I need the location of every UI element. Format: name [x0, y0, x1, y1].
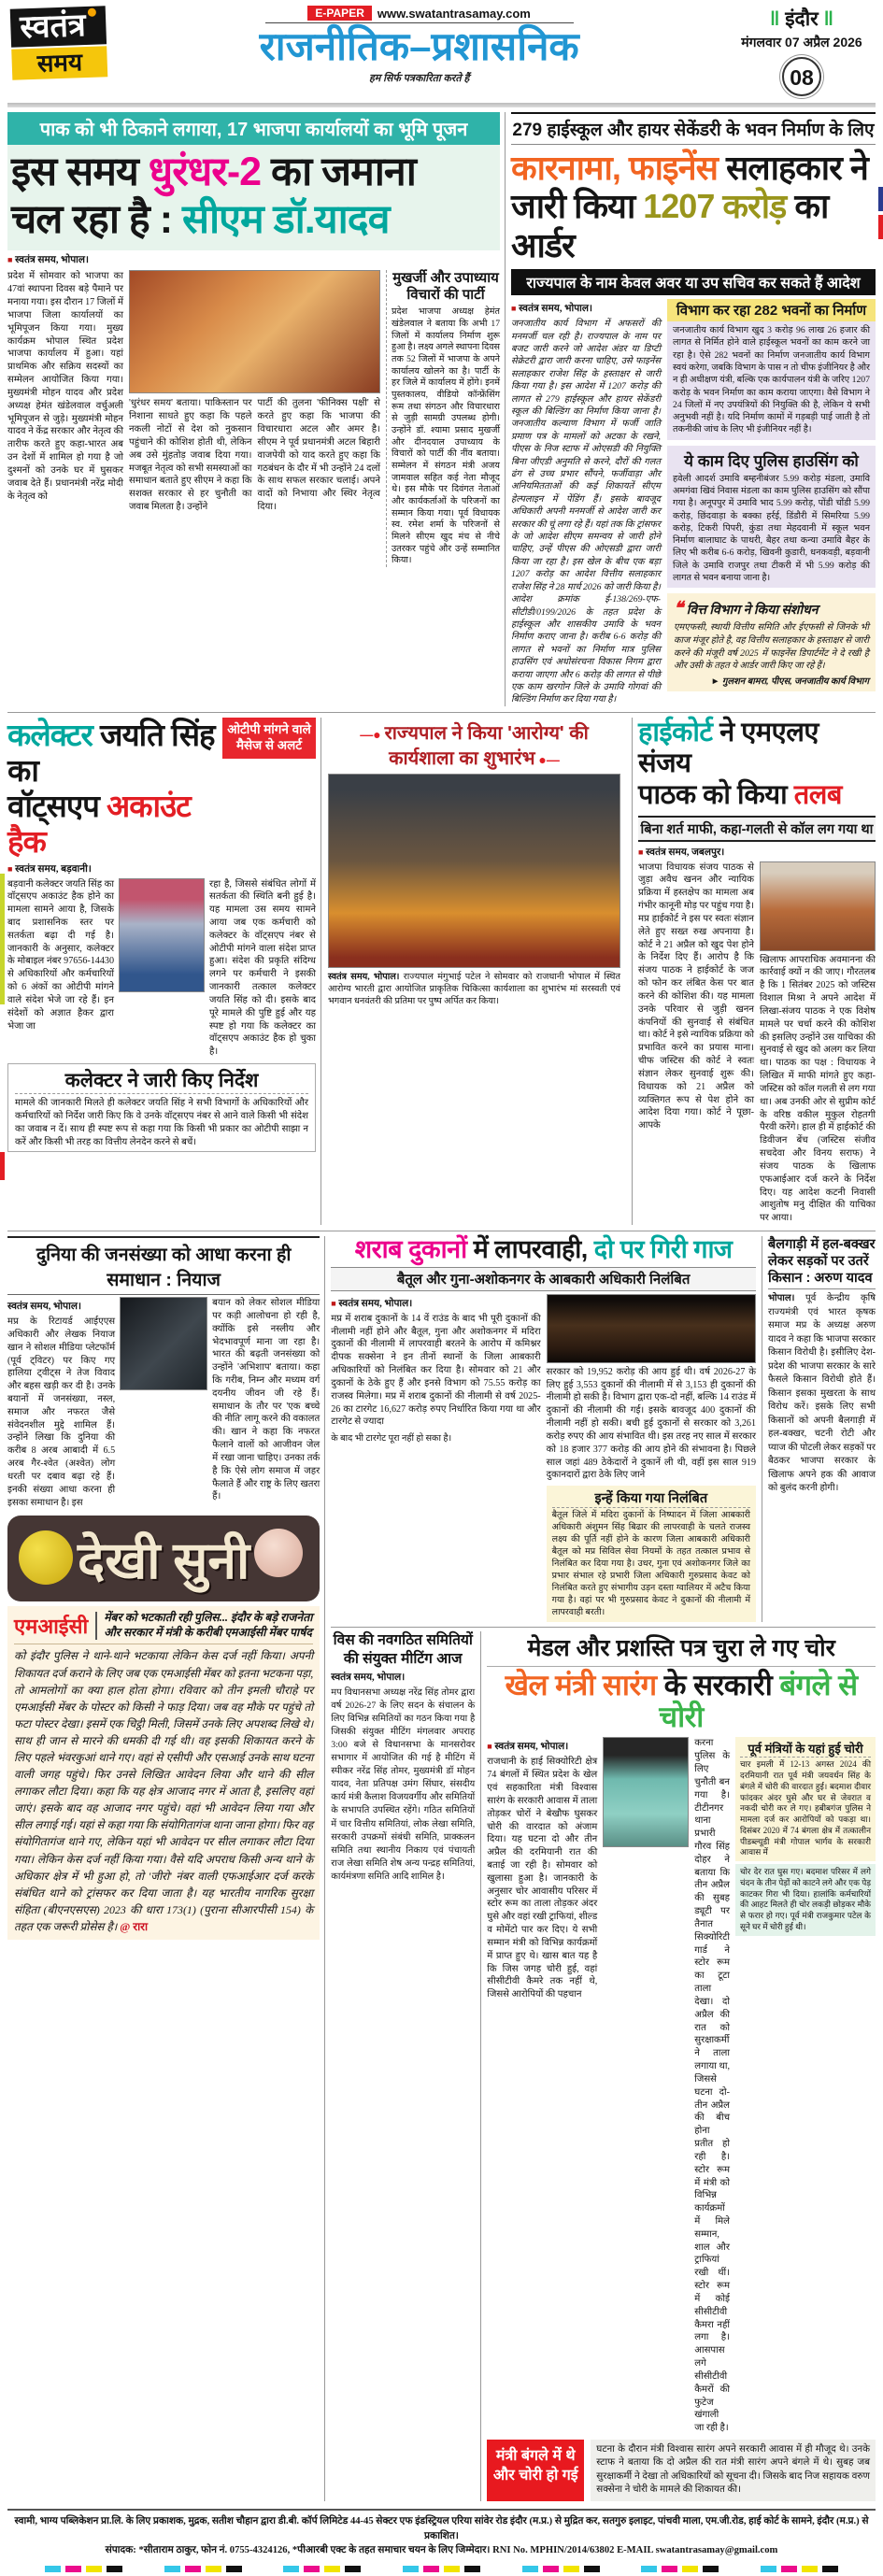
column-dekhi-suni [7, 1516, 320, 1940]
headline: खेल मंत्री सारंग के सरकारी बंगले से चोरी [505, 1669, 858, 1734]
mic-label: एमआईसी [14, 1612, 97, 1640]
body-column: 'धुरंधर समय' बताया। पाकिस्तान पर निशाना साधते हुए कहा कि पहले नकली नोटों से देश को नुकसान पहुंचाने की कोशिश होती थी, लेकिन अब उसे मुंहतोड़ जवाब दिया गया। मजबूत नेतृत्व को सभी समस्याओं का समाधान बताते हुए सीएम ने कहा कि सशक्त सरकार से हर चुनौती का जवाब मिलता है। उन्होंने [129, 398, 252, 513]
infobox-title: पूर्व मंत्रियों के यहां हुई चोरी [740, 1740, 871, 1758]
quote-icon: ❝ [674, 599, 684, 619]
body-tail: के बाद भी टारगेट पूरा नहीं हो सका है। [331, 1433, 452, 1445]
article-minister-bungalow-theft [480, 1631, 876, 2501]
page-number: 08 [782, 57, 821, 96]
byline: स्वतंत्र समय, भोपाल। [331, 1672, 406, 1683]
body-column: खिलाफ आपराधिक अवमानना की कार्रवाई क्यों न की जाए। गौरतलब है कि 1 सितंबर 2025 को जस्टिस विशाल मिश्रा ने अपने आदेश में लिखा-संजय पाठक ने एक विशेष मामले पर चर्चा करने की कोशिश की इसलिए उन्होंने उस याचिका की सुनवाई से खुद को अलग कर लिया था। पाठक का पक्ष : विधायक ने लिखित में माफी मांगते हुए कहा-जस्टिस को कॉल गलती से लग गया था। अब उनकी ओर से सुप्रीम कोर्ट के वरिष्ठ वकील मुकुल रोहतगी पैरवी करेंगे। हाल ही में हाईकोर्ट की डिवीजन बेंच (जस्टिस संजीव सचदेवा और विनय सराफ) ने संजय पाठक के खिलाफ एफआईआर दर्ज करने के निर्देश दिए। यह आदेश कटनी निवासी आशुतोष मनु दीक्षित की याचिका पर आया। [760, 954, 876, 1224]
infobox-suspended-officers [547, 1486, 756, 1622]
body-column: रहा है, जिससे संबंधित लोगों में सतर्कता की स्थिति बनी हुई है। यह मामला उस समय सामने आया जब एक कर्मचारी को कलेक्टर के वॉट्सएप नंबर से ओटीपी मांगने वाला संदेश प्राप्त हुआ। संदेश की प्रकृति संदिग्ध लगने पर कर्मचारी ने इसकी जानकारी तत्काल कलेक्टर जयति सिंह को दी। इसके बाद पूरे मामले की पुष्टि हुई और यह स्पष्ट हो गया कि कलेक्टर का वॉट्सएप अकाउंट हैक हो चुका है। [209, 878, 316, 1058]
epaper-badge: E-PAPER [307, 6, 371, 21]
mic-body: को इंदौर पुलिस ने थाने-थाने भटकाया लेकिन केस दर्ज नहीं किया। अपनी शिकायत दर्ज कराने के लिए जब एक एमआईसी मेंबर को इतना भटकना पड़ा, तो आमलोगों का क्या हाल होता होगा। रविवार को तीन इमली चौराहे पर एमआईसी मेंबर के पोस्टर को किसी ने फाड़ दिया। जब वह मौके पर पहुंचे तो फटा पोस्टर देखा। इसमें एक चिट्ठी मिली, जिसमें उनके लिए अपशब्द लिखे थे। साथ ही जान से मारने की धमकी दी गई थी। वह इसकी शिकायत करने के लिए पहले भंवरकुआं थाने गए। वहां से एसीपी और एसआई उनके साथ घटना वाली जगह पहुंचे। फिर उनसे लिखित आवेदन लिया और थाने की सील लगाकर लौटा दिया। कहा कि यह क्षेत्र आजाद नगर में आता है, इसलिए वहां जाएं। इसके बाद वह आजाद नगर पहुंचे। वहां भी आवेदन लिया गया और सील लगाई गई। यहां से कहा गया कि संयोगितागंज थाना जाना होगा। फिर वह संयोगितागंज थाने गए, लेकिन यहां भी आवेदन पर सील लगाकर लौटा दिया गया। लेकिन केस दर्ज नहीं किया गया। वैसे यदि अपराध किसी अन्य थाने के अधिकार क्षेत्र में भी हुआ हो, तो 'जीरो' नंबर वाली एफआईआर दर्ज करके संबंधित थाने को ट्रांसफर कर दिया जाता है। यह भारतीय नागरिक सुरक्षा संहिता (बीएनएसएस) 2023 की धारा 173(1) (पुराना सीआरपीसी 154) के तहत एक जरूरी प्रोसेस है। @ रारा [14, 1649, 314, 1933]
liquor-bottles-photo [547, 1294, 756, 1363]
body-column: भोपाल। पूर्व केन्द्रीय कृषि राज्यमंत्री एवं भारत कृषक समाज मप्र के अध्यक्ष अरुण यादव ने कहा कि भाजपा सरकार किसान विरोधी है। इसीलिए देश-प्रदेश की भाजपा सरकार के सारे फैसले किसान विरोधी होते हैं। किसान इसका मुखरता के साथ विरोध करें। इसके लिए सभी किसानों को अपनी बैलगाड़ी में हल-बक्खर, चटनी रोटी और प्याज की पोटली लेकर सड़कों पर बैठकर भाजपा सरकार के खिलाफ अपने हक की आवाज को बुलंद करनी होगी। [768, 1293, 876, 1494]
print-color-strip [0, 874, 5, 1004]
headline: शराब दुकानों में लापरवाही, दो पर गिरी गाज [354, 1235, 733, 1264]
website-url: www.swatantrasamay.com [377, 6, 531, 21]
sub-article-mukherjee [386, 270, 500, 566]
red-square-bullet: ■ [7, 255, 13, 265]
article-assembly-committees [331, 1631, 475, 2501]
infobox-282-buildings [667, 299, 876, 440]
body-column: राजधानी के हाई सिक्योरिटी क्षेत्र 74 बंगलों में स्थित प्रदेश के खेल एवं सहकारिता मंत्री विश्वास सारंग के सरकारी आवास में ताला तोड़कर चोरों ने बेखौफ घुसकर चोरी की वारदात को अंजाम दिया। यह घटना दो और तीन अप्रैल की दरमियानी रात की बताई जा रही है। सोमवार को खुलासा हुआ है। जानकारी के अनुसार चोर आवासीय परिसर में स्टोर रूम का ताला तोड़कर अंदर घुसे और वहां रखी ट्राफियां, शील्ड व मोमेंटो पार कर दिए। ये सभी सम्मान मंत्री को विभिन्न कार्यक्रमों में प्राप्त हुए थे। खास बात यह है कि जिस जगह चोरी हुई, वहां सीसीटीवी कैमरे तक नहीं थे, जिससे आरोपियों की पहचान [487, 1757, 598, 2000]
sub-body: प्रदेश भाजपा अध्यक्ष हेमंत खंडेलवाल ने बताया कि अभी 17 जिलों में कार्यालय निर्माण शुरू हुआ है। लक्ष्य अगले स्थापना दिवस तक 52 जिलों में भाजपा के अपने कार्यालय खोलने का है। पार्टी के हर जिले में कार्यालय में होंगे। इनमें पुस्तकालय, वीडियो कॉन्फ्रेंसिंग रूम तथा संगठन और विचारधारा से जुड़ी सामग्री उपलब्ध होगी। उन्होंने डॉ. श्यामा प्रसाद मुखर्जी और दीनदयाल उपाध्याय के विचारों को पार्टी की नींव बताया। सम्मेलन में संगठन मंत्री अजय जामवाल सहित कई नेता मौजूद थे। इस मौके पर दिवंगत नेताओं और कार्यकर्ताओं के परिजनों का सम्मान किया गया। पूर्व विधायक स्व. रमेश शर्मा के परिजनों से मिलने सीएम खुद मंच से नीचे उतरकर पहुंचे और उन्हें सम्मानित किया। [392, 306, 501, 566]
red-square-bullet: ■ [331, 1298, 336, 1308]
article-governor-workshop [320, 718, 627, 1225]
body-column: प्रदेश में सोमवार को भाजपा का 47वां स्थापना दिवस बड़े पैमाने पर मनाया गया। इस दौरान 17 जिलों में भाजपा जिला कार्यालयों का भूमिपूजन किया गया। मुख्य कार्यक्रम भोपाल स्थित प्रदेश भाजपा कार्यालय में हुआ। यहां प्राथमिक और सक्रिय सदस्यों का सम्मेलन आयोजित किया गया। मुख्यमंत्री मोहन यादव और प्रदेश अध्यक्ष हेमंत खंडेलवाल वर्चुअली भूमिपूजन से जुड़े। मुख्यमंत्री मोहन यादव ने केंद्र सरकार और नेतृत्व की तारीफ करते हुए कहा-भारत अब उन देशों में शामिल हो गया है जो दुश्मनों को उनके घर में घुसकर जवाब देते हैं। प्रधानमंत्री नरेंद्र मोदी के नेतृत्व को [7, 271, 123, 502]
red-square-bullet: ■ [7, 863, 13, 874]
byline: ■ स्वतंत्र समय, भोपाल। [331, 1298, 413, 1309]
byline: ■ स्वतंत्र समय, भोपाल। [487, 1742, 569, 1753]
quote-title: वित्त विभाग ने किया संशोधन [686, 604, 819, 619]
infobox-collector-directive [7, 1063, 316, 1152]
body-column: मप्र में शराब दुकानों के 14 वें राउंड के बाद भी पूरी दुकानों की नीलामी नहीं होने और बैतूल, गुना और अशोकनगर में मदिरा दुकानों की नीलामी में लापरवाही बरतने के आरोप में कमिश्नर दीपक सक्सेना ने इन तीनों स्थानों के जिला आबकारी अधिकारियों को निलंबित कर दिया है। सोमवार को 21 और दुकानों के ठेके हुए हैं और इनसे विभाग को 75.55 करोड़ का राजस्व मिलेगा। मप्र में शराब दुकानों की नीलामी से वर्ष 2025-26 का टारगेट 16,627 करोड़ रुपए निर्धारित किया गया था और टारगेट से ज्यादा [331, 1313, 541, 1428]
article-collector-whatsapp [7, 718, 316, 1225]
infobox-police-housing [667, 446, 876, 589]
imprint-footer [7, 2509, 876, 2576]
logo-bottom: समय [11, 47, 107, 80]
red-dot-icon: —● [360, 726, 385, 742]
red-square-bullet: ■ [487, 1742, 492, 1752]
red-dot-icon: ●— [534, 751, 560, 767]
sub-headline: बैतूल और गुना-अशोकनगर के आबकारी अधिकारी निलंबित [331, 1267, 756, 1291]
masthead [7, 4, 876, 101]
mic-item [7, 1606, 320, 1940]
headline: बैलगाड़ी में हल-बक्खर लेकर सड़कों पर उतरें किसान : अरुण यादव [768, 1236, 876, 1289]
article-farmers-arun-yadav [762, 1236, 876, 1622]
byline: ■ स्वतंत्र समय, जबलपुर। [638, 847, 725, 858]
niyaz-khan-photo [120, 1297, 207, 1390]
quote-attribution: ► गुलशन बामरा, पीएस, जनजातीय कार्य विभाग [710, 676, 869, 688]
author-sign: @ रारा [120, 1919, 149, 1933]
infobox-title: विभाग कर रहा 282 भवनों का निर्माण [667, 299, 876, 321]
dekhi-suni-banner: देखी सुनी [7, 1516, 320, 1601]
body-column: करना पुलिस के लिए चुनौती बन गया है। टीटीनगर थाना प्रभारी गौरव सिंह दोहर ने बताया कि तीन अप्रैल की सुबह ड्यूटी पर तैनात सिक्योरिटी गार्ड ने स्टोर रूम का टूटा ताला देखा। दो अप्रैल की रात को सुरक्षाकर्मी ने ताला लगाया था, जिससे घटना दो-तीन अप्रैल की बीच होना प्रतीत हो रही है। स्टोर रूम में मंत्री को विभिन्न कार्यक्रमों में मिले सम्मान, शाल और ट्राफियां रखी थीं। स्टोर रूम में कोई सीसीटीवी कैमरा नहीं लगा है। आसपास लगे सीसीटीवी कैमरों की फुटेज खंगाली जा रही है। [694, 1738, 730, 2434]
headline: कारनामा, फाइनेंस सलाहकार ने जारी किया 1207 करोड़ का आर्डर [511, 149, 868, 264]
body-column: पार्टी की तुलना 'फीनिक्स पक्षी' से करते हुए कहा कि भाजपा की विचारधारा अटल और अमर है। सीएम ने पूर्व प्रधानमंत्री अटल बिहारी वाजपेयी को याद करते हुए कहा कि गठबंधन के दौर में भी उन्होंने 24 दलों के साथ सफल सरकार चलाई। अपने वादों को निभाया और स्थिर नेतृत्व दिया। [257, 398, 380, 513]
infobox-past-thefts [735, 1737, 876, 1861]
highlight-note: घटना के दौरान मंत्री विश्वास सारंग अपने सरकारी आवास में ही मौजूद थे। उनके स्टाफ ने बताया कि दो अप्रैल की रात मंत्री सारंग अपने बंगले में थे। सुबह जब सुरक्षाकर्मी ने देखा तो अधिकारियों को सूचना दी। जिसके बाद निज सहायक वरुण सक्सेना ने चोरी के मामले की शिकायत की। [591, 2440, 876, 2501]
headline: हाईकोर्ट ने एमएलए संजय पाठक को किया तलब [638, 717, 842, 811]
print-color-strip [878, 187, 883, 211]
masthead-right [732, 6, 872, 96]
body-column: भाजपा विधायक संजय पाठक से जुड़ा अवैध खनन और न्यायिक प्रक्रिया में हस्तक्षेप का मामला अब गंभीर कानूनी मोड़ पर पहुंच गया है। मप्र हाईकोर्ट ने इस पर स्वतः संज्ञान लेते हुए सख्त रुख अपनाया है। कोर्ट ने 21 अप्रैल को खुद पेश होने के निर्देश दिए हैं। आरोप है कि संजय पाठक ने हाईकोर्ट के जज को फोन कर लंबित केस पर बात करने की कोशिश की। यह मामला उनके परिवार से जुड़ी खनन कंपनियों की सुनवाई से संबंधित था। कोर्ट ने इसे न्यायिक प्रक्रिया को प्रभावित करने का प्रयास माना। चीफ जस्टिस की कोर्ट ने स्वतः संज्ञान लेकर सुनवाई शुरू की। विधायक को 21 अप्रैल को व्यक्तिगत रूप से पेश होने का आदेश दिया गया। कोर्ट ने पूछा-आपके [638, 861, 754, 1131]
cmyk-registration-marks [7, 2558, 876, 2576]
article-niyaz-population [7, 1236, 320, 1509]
infobox-past-thefts-continued [735, 1864, 876, 1936]
body-column: जनजातीय कार्य विभाग में अफसरों की मनमर्जी चल रही है। राज्यपाल के नाम पर बजट जारी करने जो आदेश अंडर या डिप्टी सेक्रेटरी द्वारा जारी करना चाहिए, उसे फाइनेंस सलाहकार राजेश सिंह के हस्ताक्षर से जारी किया गया है। इस आदेश में 1207 करोड़ की लागत से 279 हाईस्कूल और हायर सेकेंडरी स्कूल की बिल्डिंग का निर्माण किया जाना है। जनजातीय कल्याण विभाग में फर्जी जाति प्रमाण पत्र के मामलों को अटका के रखने, पीएस के निज स्टाफ में ओएसडी की नियुक्ति बिना जीएडी अनुमति से करने, दौरों की गलत ढंग से उच्च प्रभार सौंपने, फर्जीवाड़ा और अनियमितताओं की कई शिकायतें सीएम हेल्पलाइन में पेंडिंग हैं। इसके बावजूद अधिकारी अपनी मनमर्जी से आदेश जारी कर सरकार की चूं लगा रहे हैं। यहां तक कि ट्रांसफर के जो आदेश सीएम समन्वय से जारी होने चाहिए, उन्हें पीएस की ओएसडी द्वारा जारी किया जा रहा है। इस खेल के बीच एक बड़ा 1207 करोड़ का आदेश वित्तीय सलाहकार राजेश सिंह ने 28 मार्च 2026 को जारी किया है। आदेश क्रमांक ई-138/269-एफ-सीटीडी/0199/2026 के तहत प्रदेश के हाईस्कूल और शासकीय उमावि के भवन निर्माण कराए जाना है। करीब 6-6 करोड़ की लागत से भवनों का निर्माण मात्र पुलिस हाउसिंग एवं अधोसंरचना विकास निगम द्वारा कराया जाएगा और 6 करोड़ की लागत से पीछे एक काम खरगोन जिले के उमावि गोगवां की बिल्डिंग निर्माण कर दिया गया है। [511, 319, 661, 705]
sub-headline: बिना शर्त माफी, कहा-गलती से कॉल लग गया था [638, 816, 876, 842]
byline: ■ स्वतंत्र समय, भोपाल। [511, 304, 592, 315]
collector-portrait-photo [119, 878, 205, 992]
red-square-bullet: ■ [511, 304, 517, 314]
article-finance-order [505, 112, 876, 706]
body-column: मप्र के रिटायर्ड आईएएस अधिकारी और लेखक नियाज खान ने सोशल मीडिया प्लेटफॉर्म (पूर्व ट्विटर) पर किए गए हालिया ट्वीट्स ने तेज विवाद और बहस खड़ी कर दी है। उनके बयानों में जनसंख्या, नस्ल, समाज और नफरत जैसे संवेदनशील मुद्दे शामिल हैं। उन्होंने लिखा कि दुनिया की करीब 8 अरब आबादी में 6.5 अरब गैर-श्वेत (अश्वेत) लोग धरती पर दबाव बढ़ा रहे हैं। इनकी संख्या आधा करना ही इसका समाधान है। इस [7, 1316, 116, 1508]
infobox-body: चार इमली में 12-13 अगस्त 2024 की दरमियानी रात पूर्व मंत्री जयवर्धन सिंह के बंगले में चोरी की वारदात हुई। बदमाश दीवार फांदकर अंदर घुसे और घर से जेवरात व नकदी चोरी कर ले गए। हबीबगंज पुलिस ने मामला दर्ज कर आरोपियों को पकड़ा था। दिसंबर 2020 में 74 बंगला क्षेत्र में तत्कालीन पीडब्ल्यूडी मंत्री गोपाल भार्गव के सरकारी आवास में [740, 1759, 871, 1857]
sub-headline-bar: राज्यपाल के नाम केवल अवर या उप सचिव कर सकते हैं आदेश [511, 269, 876, 295]
infobox-title: ये काम दिए पुलिस हाउसिंग को [684, 451, 859, 470]
cartoon-detective-icon [19, 1530, 73, 1585]
newspaper-logo [10, 6, 108, 79]
masthead-divider [7, 103, 876, 107]
byline: ■ स्वतंत्र समय, बड़वानी। [7, 863, 92, 875]
print-color-strip [878, 215, 883, 239]
headline: —● राज्यपाल ने किया 'आरोग्य' की कार्यशाला का शुभारंभ ●— [360, 722, 589, 769]
body-column: मप विधानसभा अध्यक्ष नरेंद्र सिंह तोमर द्वारा वर्ष 2026-27 के लिए सदन के संचालन के लिए विभिन्न समितियों का गठन किया गया है जिसकी संयुक्त मीटिंग मंगलवार अपराह 3:00 बजे से विधानसभा के मानसरोवर सभागार में आयोजित की गई है मीटिंग में स्पीकर नरेंद्र सिंह तोमर, मुख्यमंत्री डॉ मोहन यादव, नेता प्रतिपक्ष उमंग सिंघार, संसदीय कार्य मंत्री कैलाश विजयवर्गीय और समितियों के सभापति उपस्थित रहेंगे। गठित समितियों में चार वित्तीय समितियां, लोक लेखा समिति, सरकारी उपक्रमों संबंधी समिति, प्राक्कलन समिति तथा स्थानीय निकाय एवं पंचायती राज लेखा समिति शेष अन्य पन्द्रह समितियां, कार्यमंत्रणा समिति आदि शामिल है। [331, 1686, 476, 1882]
article-cm-dhurandhar [7, 112, 500, 706]
green-bars-icon: ‖ [823, 8, 834, 30]
print-color-strip [0, 1152, 5, 1180]
article-liquor-suspension [331, 1236, 756, 1622]
byline: ■ स्वतंत्र समय, भोपाल। [7, 255, 89, 266]
red-square-bullet: ■ [638, 847, 644, 857]
cartoon-face-icon [254, 1529, 303, 1577]
photo-caption: स्वतंत्र समय, भोपाल। राज्यपाल मंगुभाई पटेल ने सोमवार को राजधानी भोपाल में स्थित आरोग्य भारती द्वारा आयोजित प्राकृतिक चिकित्सा कार्यशाला का शुभारंभ मां सरस्वती एवं भगवान धनवंतरी की प्रतिमा पर पुष्प अर्पित कर किया। [328, 971, 620, 1006]
bjp-meeting-photo [129, 270, 380, 393]
governor-lamp-lighting-photo [328, 774, 620, 968]
body-column: बड़वानी कलेक्टर जयति सिंह का वॉट्सएप अकाउंट हैक होने का मामला सामने आया है, जिसके बाद प्रशासनिक स्तर पर सतर्कता बढ़ा दी गई है। जानकारी के अनुसार, कलेक्टर के मोबाइल नंबर 97656-14430 से अधिकारियों और कर्मचारियों को 6 अंकों का ओटीपी मांगने वाले संदेश भेजे जा रहे हैं। इन संदेशों को अज्ञात हैकर द्वारा भेजा जा [7, 878, 114, 1032]
mic-intro: मेंबर को भटकाती रही पुलिस... इंदौर के बड़े राजनेता और सरकार में मंत्री के करीबी एमआईसी मेंबर पार्षद [104, 1611, 313, 1640]
imprint-line2: संपादक: *सीताराम ठाकुर, फोन नं. 0755-4324126, *पीआरबी एक्ट के तहत समाचार चयन के लिए जिम्मेदार। RNI No. MPHIN/2014/63802 E-MAIL swatantrasamay@gmail.com [105, 2545, 778, 2556]
date-line: मंगलवार 07 अप्रैल 2026 [741, 35, 862, 50]
imprint-line1: स्वामी, भाग्य पब्लिकेशन प्रा.लि. के लिए प्रकाशक, मुद्रक, सतीश चौहान द्वारा डी.बी. कॉर्प लिमिटेड 44-45 सेक्टर एफ इंडस्ट्रियल एरिया सांवेर रोड इंदौर (म.प्र.) से मुद्रित कर, सतगुरु इलाइट, पांचवी माला, एम.जी.रोड, हाई कोर्ट के सामने, इंदौर (म.प्र.) से प्रकाशित। [14, 2515, 869, 2541]
headline-secondary: मेडल और प्रशस्ति पत्र चुरा ले गए चोर [487, 1631, 876, 1667]
byline: स्वतंत्र समय, भोपाल। [7, 1302, 81, 1313]
minister-sarang-photo [603, 1737, 689, 1847]
kicker: 279 हाईस्कूल और हायर सेकेंडरी के भवन निर्माण के लिए [511, 112, 876, 145]
body-column: सरकार को 19,952 करोड़ की आय हुई थी। वर्ष 2026-27 के लिए हुई 3,553 दुकानों की नीलामी में से 3,153 ही दुकानों की नीलामी हो सकी है। विभाग द्वारा एक-दो नहीं, बल्कि 14 राउंड में दुकानों की नीलामी की गई। इसके बावजूद 400 दुकानों की नीलामी नहीं हो सकी। बची हुई दुकानों से सरकार को 3,261 करोड़ रुपए की आय संभावित थी। इस तरह नए साल में सरकार को 18 हजार 377 करोड़ की आय होने की संभावना है। पिछले साल जहां 489 ठेकेदारों ने दुकानें ली थी, वहीं इस साल 919 दुकानदारों द्वारा ठेके लिए जाने [546, 1366, 756, 1481]
infobox-body: हवेली आदर्श उमावि बम्हनीबंजर 5.99 करोड़ मंडला, उमावि अमगंवा खिवं निवास मंडला का काम पुलिस हाउसिंग को सौंपा गया है। अनूपपुर में उमावि भाद 5.99 करोड़, पोंडी चोंडी 5.99 करोड़, छिंदवाड़ा के बक्का हर्रई, डिंडौरी में सिमरिया 5.99 करोड़, टिकरी पिपरी, कुंडा तथा मेहदवानी में स्कूल भवन निर्माण बालाघाट के पाथरी, बैहर तथा कन्या उमावि बैहर के लिए भी करीब 6-6 करोड़, खिवनी कुडारी, धनकवड़ी, बड़वानी जिले के उमावि राजपुर तथा टीकरी में भी 5.99 करोड़ की लागत से भवन बनाया जाना है। [673, 473, 870, 583]
infobox-title: कलेक्टर ने जारी किए निर्देश [15, 1067, 308, 1094]
headline: इस समय धुरंधर-2 का जमाना चल रहा है : सीएम डॉ.यादव [11, 149, 416, 242]
tagline: हम सिर्फ पत्रकारिता करते हैं [368, 73, 470, 85]
city-name: इंदौर [785, 8, 819, 30]
infobox-title: इन्हें किया गया निलंबित [552, 1488, 750, 1508]
infobox-body: चोर देर रात घुस गए। बदमाश परिसर में लगे चंदन के तीन पेड़ों को काटने लगे और एक पेड़ काटकर गिरा भी दिया। हालांकि कर्मचारियों की आहट मिलते ही चोर लकड़ी छोड़कर मौके से फरार हो गए। पूर्व मंत्री राजकुमार पटेल के सूने घर में चोरी हुई थी। [740, 1867, 871, 1931]
mla-portrait-photo [760, 861, 876, 951]
body-column: बयान को लेकर सोशल मीडिया पर कड़ी आलोचना हो रही है, क्योंकि इसे नस्लीय और भेदभावपूर्ण माना जा रहा है। भारत की बढ़ती जनसंख्या को उन्होंने 'अभिशाप' बताया। कहा कि गरीब, निम्न और मध्यम वर्ग दयनीय जीवन जी रहे हैं। समाधान के तौर पर 'एक बच्चे की नीति' लागू करने की वकालत की। खान ने कहा कि नफरत फैलाने वालों को आजीवन जेल में रखा जाना चाहिए। उनका तर्क है कि ऐसे लोग समाज में जहर फैलाते हैं और राष्ट्र के लिए खतरा हैं। [212, 1298, 320, 1502]
infobox-body: बैतूल जिले में मदिरा दुकानों के निष्पादन में जिला आबकारी अधिकारी अंशुमन सिंह बिढार की लापरवाही के चलते राजस्व लक्ष्य की पूर्ति नहीं होने के कारण जिला आबकारी अधिकारी बैतूल को मप्र सिविल सेवा नियमों के तहत तत्काल प्रभाव से निलंबित कर दिया गया है। उधर, गुना एवं अशोकनगर जिले का प्रभार संभाल रहे प्रभारी जिला अधिकारी गुरुप्रसाद केवट को निलंबित करते हुए संभागीय उड़न दस्ता ग्वालियर में अटैच किया गया है। वहां पर भी गुरुप्रसाद केवट ने दुकानों की नीलामी में लापरवाही बरती। [551, 1511, 750, 1618]
headline: विस की नवगठित समितियों की संयुक्त मीटिंग आज [333, 1632, 473, 1667]
highlight-box-red: मंत्री बंगले में थे और चोरी हो गई [487, 2440, 584, 2501]
kicker: पाक को भी ठिकाने लगाया, 17 भाजपा कार्यालयों का भूमि पूजन [7, 112, 500, 145]
infobox-body: जनजातीय कार्य विभाग खुद 3 करोड़ 96 लाख 26 हजार की लागत से निर्मित होने वाले हाईस्कूल भवनों का काम करने जा रहा है। ऐसे 282 भवनों का निर्माण जनजातीय कार्य विभाग स्वयं करेगा, जबकि विभाग के पास न तो चीफ इंजीनियर है और न ही अधीक्षण यंत्री, बल्कि एक कार्यपालन यंत्री के जरिए 1207 करोड़ के भवन निर्माण का काम कराया जाएगा। वैसे विभाग ने 24 जिलों में नए उपयंत्रियों की नियुक्ति की है, लेकिन ये सभी अनुभवी नहीं है। यदि निर्माण कामों में गड़बड़ी पाई जाती है तो तकनीकी जांच के लिए भी इंजीनियर नहीं है। [673, 325, 871, 435]
quote-body: एमएफसी, स्थायी वित्तीय समिति और ईएफसी से जिनके भी काज मंजूर होते है, वह वित्तीय सलाहकार के हस्ताक्षर से जारी करने की मंजूरी वर्ष 2025 में फाइनेंस डिपार्टमेंट ने दे रखी है और उसी के तहत ये आर्डर जारी किए जा रहे हैं। [674, 622, 869, 672]
quote-box-finance [667, 593, 876, 691]
infobox-body: मामले की जानकारी मिलते ही कलेक्टर जयति सिंह ने सभी विभागों के अधिकारियों और कर्मचारियों को निर्देश जारी किए कि वे उनके वॉट्सएप नंबर से आने वाले किसी भी संदेश का जवाब न दें। साथ ही स्पष्ट रूप से कहा गया कि किसी भी प्रकार का ओटीपी साझा न करें और किसी भी तरह का वित्तीय लेनदेन करने से बचें। [15, 1098, 308, 1147]
headline: दुनिया की जनसंख्या को आधा करना ही समाधान : नियाज [7, 1236, 320, 1295]
green-bars-icon: ‖ [769, 8, 780, 30]
edition-title: राजनीतिक–प्रशासनिक [259, 24, 579, 68]
masthead-center [107, 6, 732, 85]
logo-top: स्वतंत्र [10, 6, 107, 48]
alert-badge: ओटीपी मांगने वाले मैसेज से अलर्ट [222, 718, 316, 759]
sub-headline: मुखर्जी और उपाध्याय विचारों की पार्टी [392, 270, 499, 304]
article-highcourt-pathak [632, 718, 876, 1225]
headline: कलेक्टर जयति सिंह का वॉट्सएप अकाउंट हैक [7, 717, 215, 859]
